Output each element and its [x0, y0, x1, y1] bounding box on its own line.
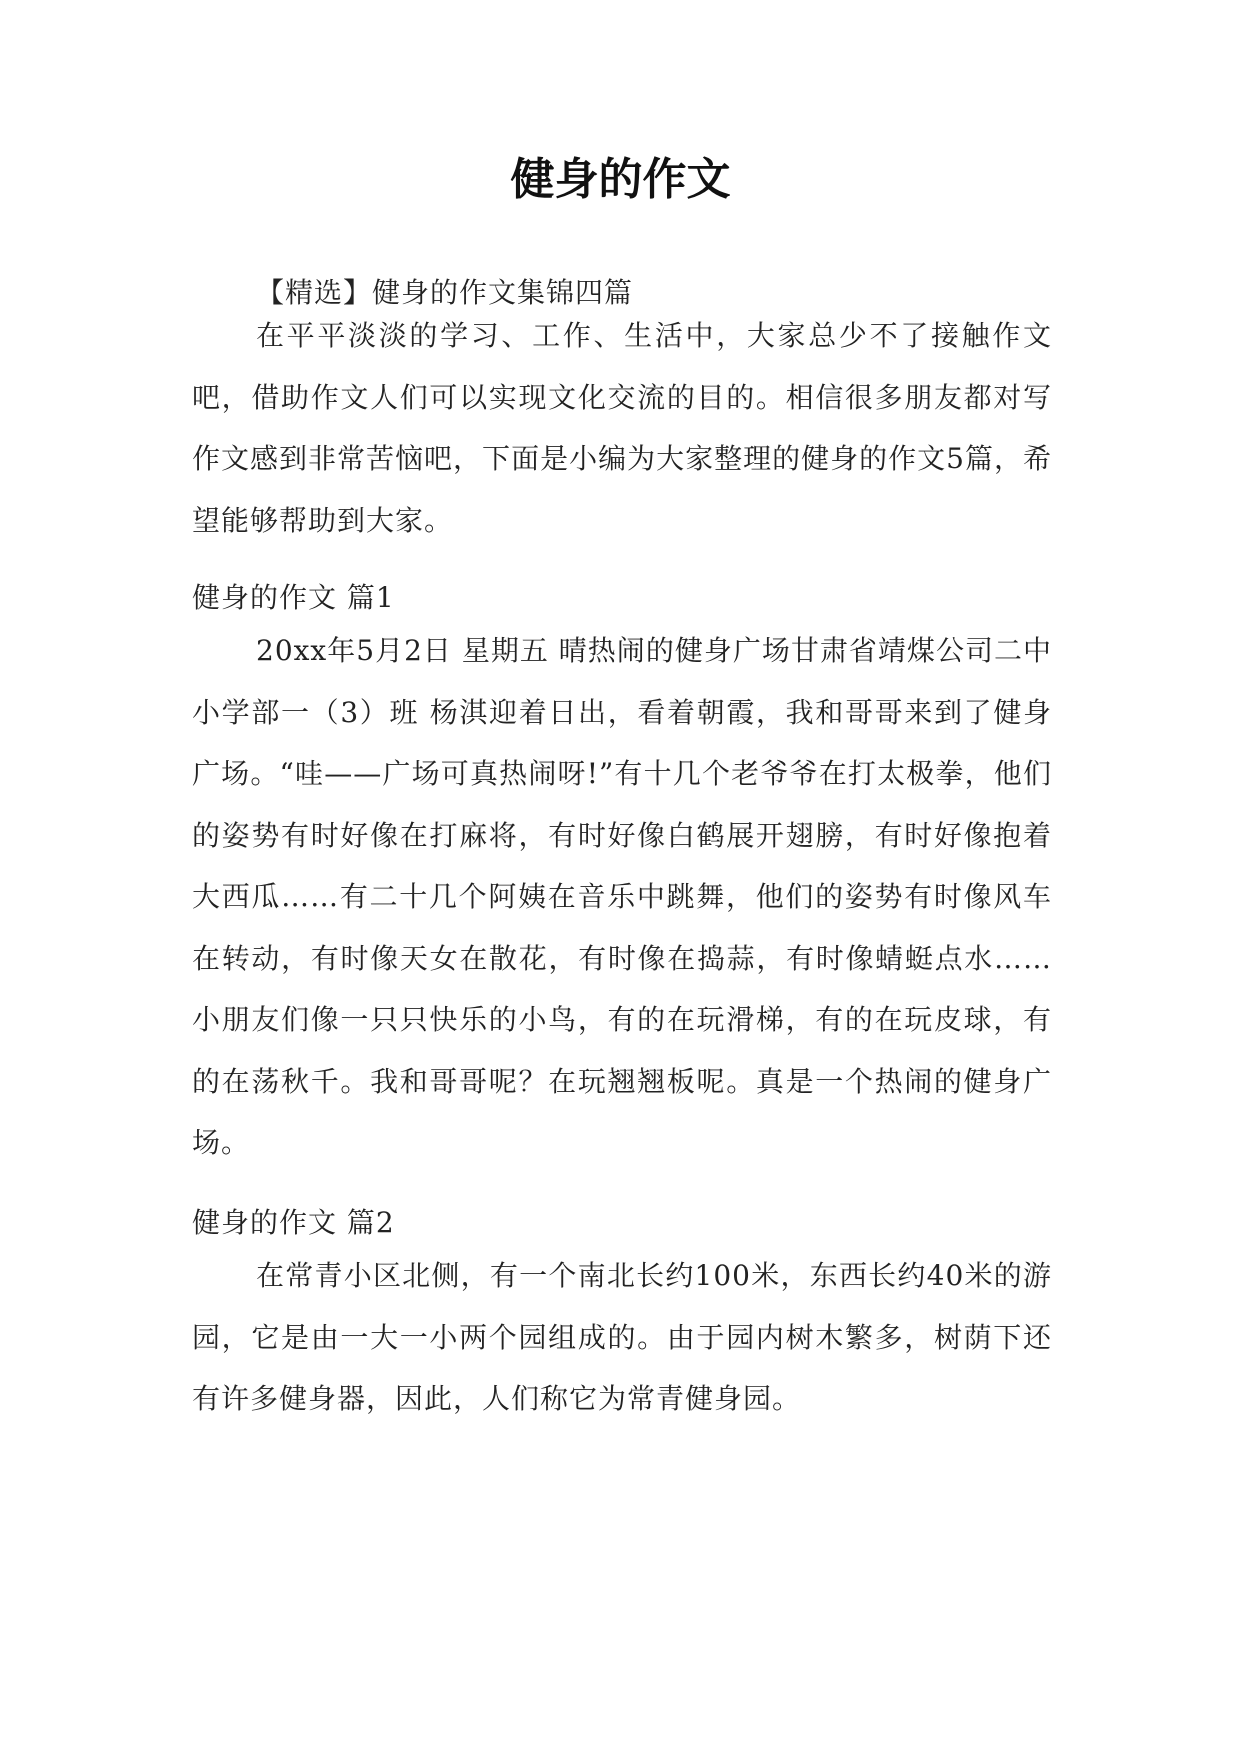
section-heading-2: 健身的作文 篇2: [192, 1206, 395, 1239]
document-title: 健身的作文: [510, 154, 731, 205]
document-subtitle: 【精选】健身的作文集锦四篇: [256, 276, 634, 309]
section-heading-1: 健身的作文 篇1: [192, 581, 395, 614]
intro-paragraph: 在平平淡淡的学习、工作、生活中，大家总少不了接触作文吧，借助作文人们可以实现文化交流的目的。相信很多朋友都对写作文感到非常苦恼吧，下面是小编为大家整理的健身的作文5篇，希望能够帮助到大家。: [192, 319, 1052, 537]
section-text-2: 在常青小区北侧，有一个南北长约100米，东西长约40米的游园，它是由一大一小两个园组成的。由于园内树木繁多，树荫下还有许多健身器，因此，人们称它为常青健身园。: [192, 1259, 1052, 1415]
section-text-1: 20xx年5月2日 星期五 晴热闹的健身广场甘肃省靖煤公司二中小学部一（3）班 杨淇迎着日出，看着朝霞，我和哥哥来到了健身广场。“哇——广场可真热闹呀!”有十几个老爷爷在打太极拳，他们的姿势有时好像在打麻将，有时好像白鹤展开翅膀，有时好像抱着大西瓜……有二十几个阿姨在音乐中跳舞，他们的姿势有时像风车在转动，有时像天女在散花，有时像在捣蒜，有时像蜻蜓点水……小朋友们像一只只快乐的小鸟，有的在玩滑梯，有的在玩皮球，有的在荡秋千。我和哥哥呢？在玩翘翘板呢。真是一个热闹的健身广场。: [192, 634, 1052, 1159]
